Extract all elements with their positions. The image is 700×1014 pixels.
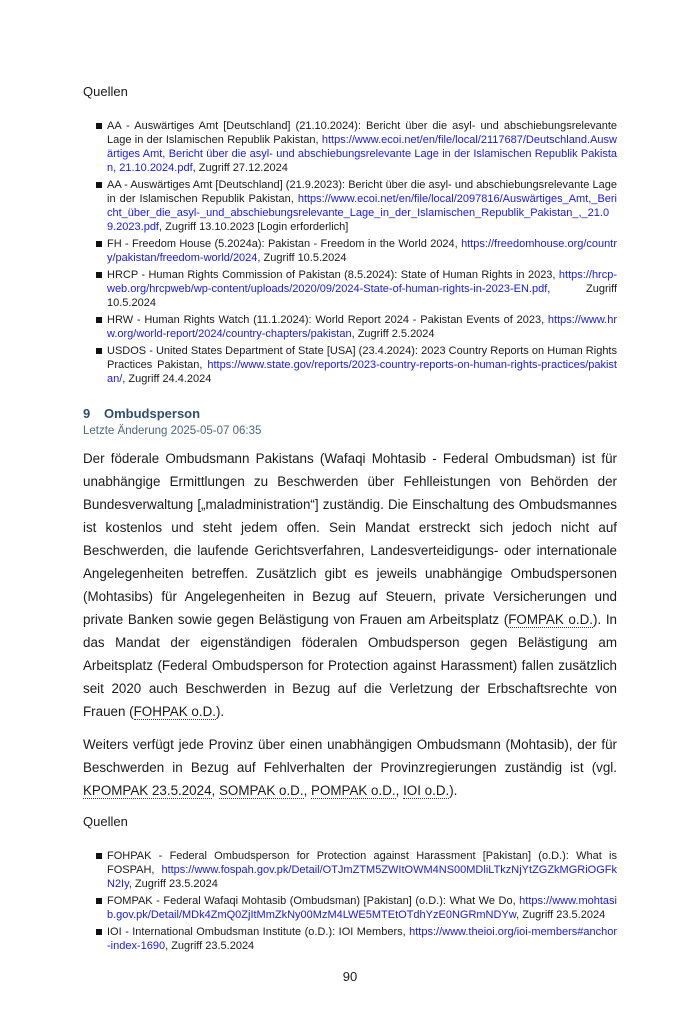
citation-link[interactable]: KPOMPAK 23.5.2024	[83, 783, 212, 798]
citation-link[interactable]: SOMPAK o.D.	[218, 783, 304, 798]
source-text: FH - Freedom House (5.2024a): Pakistan - Freedom in the World 2024,	[107, 238, 462, 250]
citation-link[interactable]: POMPAK o.D.	[311, 783, 396, 798]
source-item	[107, 119, 617, 175]
source-item	[107, 178, 617, 234]
source-text: AA - Auswärtiges Amt [Deutschland] (21.9.2023): Bericht über die asyl- und abschiebungsrelevante Lage in der Islamischen Republik Pakistan,	[107, 179, 617, 205]
source-item	[107, 313, 617, 341]
source-link[interactable]: https://www.fospah.gov.pk/Detail/OTJmZTM5ZWItOWM4NS00MDliLTkzNjYtZGZkMGRiOGFkN2Iy	[107, 864, 617, 890]
source-item	[107, 925, 617, 953]
source-text: USDOS - United States Department of State [USA] (23.4.2024): 2023 Country Reports on Human Rights Practices Pakistan,	[107, 345, 617, 371]
source-text: IOI - International Ombudsman Institute (o.D.): IOI Members,	[107, 926, 410, 938]
access-date: , Zugriff 13.10.2023 [Login erforderlich]	[159, 221, 349, 233]
source-text: FOMPAK - Federal Wafaqi Mohtasib (Ombudsman) [Pakistan] (o.D.): What We Do,	[107, 895, 520, 907]
text: Der föderale Ombudsmann Pakistans (Wafaqi Mohtasib - Federal Ombudsman) ist für unabhängige Ermittlungen zu Beschwerden über Fehlleistungen von Behörden der Bundesverwaltung [„maladministration“] zuständig. Die Einschaltung des Ombudsmannes ist kostenlos und steht jedem offen. Sein Mandat erstreckt sich jedoch nicht auf Beschwerden, die laufende Gerichtsverfahren, Landesverteidigungs- oder internationale Angelegenheiten betreffen. Zusätzlich gibt es jeweils unabhängige Ombudspersonen (Mohtasibs) für Angelegenheiten in Bezug auf Steuern, private Versicherungen und private Banken sowie gegen Belästigung von Frauen am Arbeitsplatz (	[83, 451, 617, 627]
text: ).	[449, 783, 458, 798]
access-date: , Zugriff 2.5.2024	[351, 328, 435, 340]
section-heading	[83, 406, 617, 421]
text: ,	[303, 783, 312, 798]
source-item	[107, 268, 617, 310]
access-date: , Zugriff 27.12.2024	[192, 162, 288, 174]
last-changed: Letzte Änderung 2025-05-07 06:35	[83, 425, 262, 437]
sources-list	[83, 849, 617, 953]
text: ,	[211, 783, 219, 798]
source-item	[107, 849, 617, 891]
citation-link[interactable]: FOHPAK o.D.	[133, 704, 216, 719]
source-link[interactable]: https://www.mohtasib.gov.pk/Detail/MDk4ZmQ0ZjItMmZkNy00MzM4LWE5MTEtOTdhYzE0NGRmNDYw	[107, 895, 617, 921]
access-date: , Zugriff 10.5.2024	[107, 283, 617, 309]
source-link[interactable]: https://hrcp-web.org/hrcpweb/wp-content/uploads/2020/09/2024-State-of-human-rights-in-2023-EN.pdf	[107, 269, 617, 295]
access-date: , Zugriff 23.5.2024	[165, 940, 255, 952]
source-item	[107, 894, 617, 922]
access-date: , Zugriff 23.5.2024	[128, 878, 218, 890]
source-text: FOHPAK - Federal Ombudsperson for Protection against Harassment [Pakistan] (o.D.): What is FOSPAH,	[107, 850, 617, 876]
source-text: AA - Auswärtiges Amt [Deutschland] (21.10.2024): Bericht über die asyl- und abschiebungsrelevante Lage in der Islamischen Republik Pakistan,	[107, 120, 617, 146]
access-date: , Zugriff 23.5.2024	[516, 909, 606, 921]
source-link[interactable]: https://freedomhouse.org/country/pakistan/freedom-world/2024	[107, 238, 617, 264]
text: ). In das Mandat der eigenständigen föderalen Ombudsperson gegen Belästigung am Arbeitsplatz (Federal Ombudsperson for Protection against Harassment) fallen zusätzlich seit 2020 auch Beschwerden in Bezug auf die Verletzung der Erbschaftsrechte von Frauen (	[83, 612, 617, 719]
source-text: HRW - Human Rights Watch (11.1.2024): World Report 2024 - Pakistan Events of 2023,	[107, 314, 548, 326]
source-link[interactable]: https://www.ecoi.net/en/file/local/2117687/Deutschland.Auswärtiges Amt, Bericht über die asyl- und abschiebungsrelevante Lage in der Islamischen Republik Pakistan, 21.10.2024.pdf	[107, 134, 617, 174]
paragraph	[83, 447, 617, 723]
source-link[interactable]: https://www.hrw.org/world-report/2024/country-chapters/pakistan	[107, 314, 617, 340]
page-number: 90	[342, 969, 358, 984]
sources-heading: Quellen	[83, 84, 128, 99]
sources-list	[83, 119, 617, 386]
text: ,	[395, 783, 404, 798]
source-link[interactable]: https://www.theioi.org/ioi-members#anchor-index-1690	[107, 926, 617, 952]
source-link[interactable]: https://www.state.gov/reports/2023-country-reports-on-human-rights-practices/pakistan/	[107, 359, 617, 385]
sources-heading: Quellen	[83, 814, 128, 829]
source-item	[107, 237, 617, 265]
section-number: 9	[83, 406, 91, 421]
paragraph	[83, 733, 617, 802]
section-title: Ombudsperson	[104, 406, 201, 421]
access-date: , Zugriff 10.5.2024	[257, 252, 347, 264]
source-item	[107, 344, 617, 386]
source-link[interactable]: https://www.ecoi.net/en/file/local/2097816/Auswärtiges_Amt,_Bericht_über_die_asyl-_und_abschiebungsrelevante_Lage_in_der_Islamischen_Republik_Pakistan_,_21.09.2023.pdf	[107, 193, 617, 233]
citation-link[interactable]: FOMPAK o.D.	[508, 612, 593, 627]
source-text: HRCP - Human Rights Commission of Pakistan (8.5.2024): State of Human Rights in 2023,	[107, 269, 559, 281]
text: Weiters verfügt jede Provinz über einen unabhängigen Ombudsmann (Mohtasib), der für Beschwerden in Bezug auf Fehlverhalten der Provinzregierungen zuständig ist (vgl.	[83, 737, 617, 775]
citation-link[interactable]: IOI o.D.	[403, 783, 450, 798]
text: ).	[215, 704, 225, 719]
page-content	[83, 84, 617, 953]
access-date: , Zugriff 24.4.2024	[122, 373, 212, 385]
